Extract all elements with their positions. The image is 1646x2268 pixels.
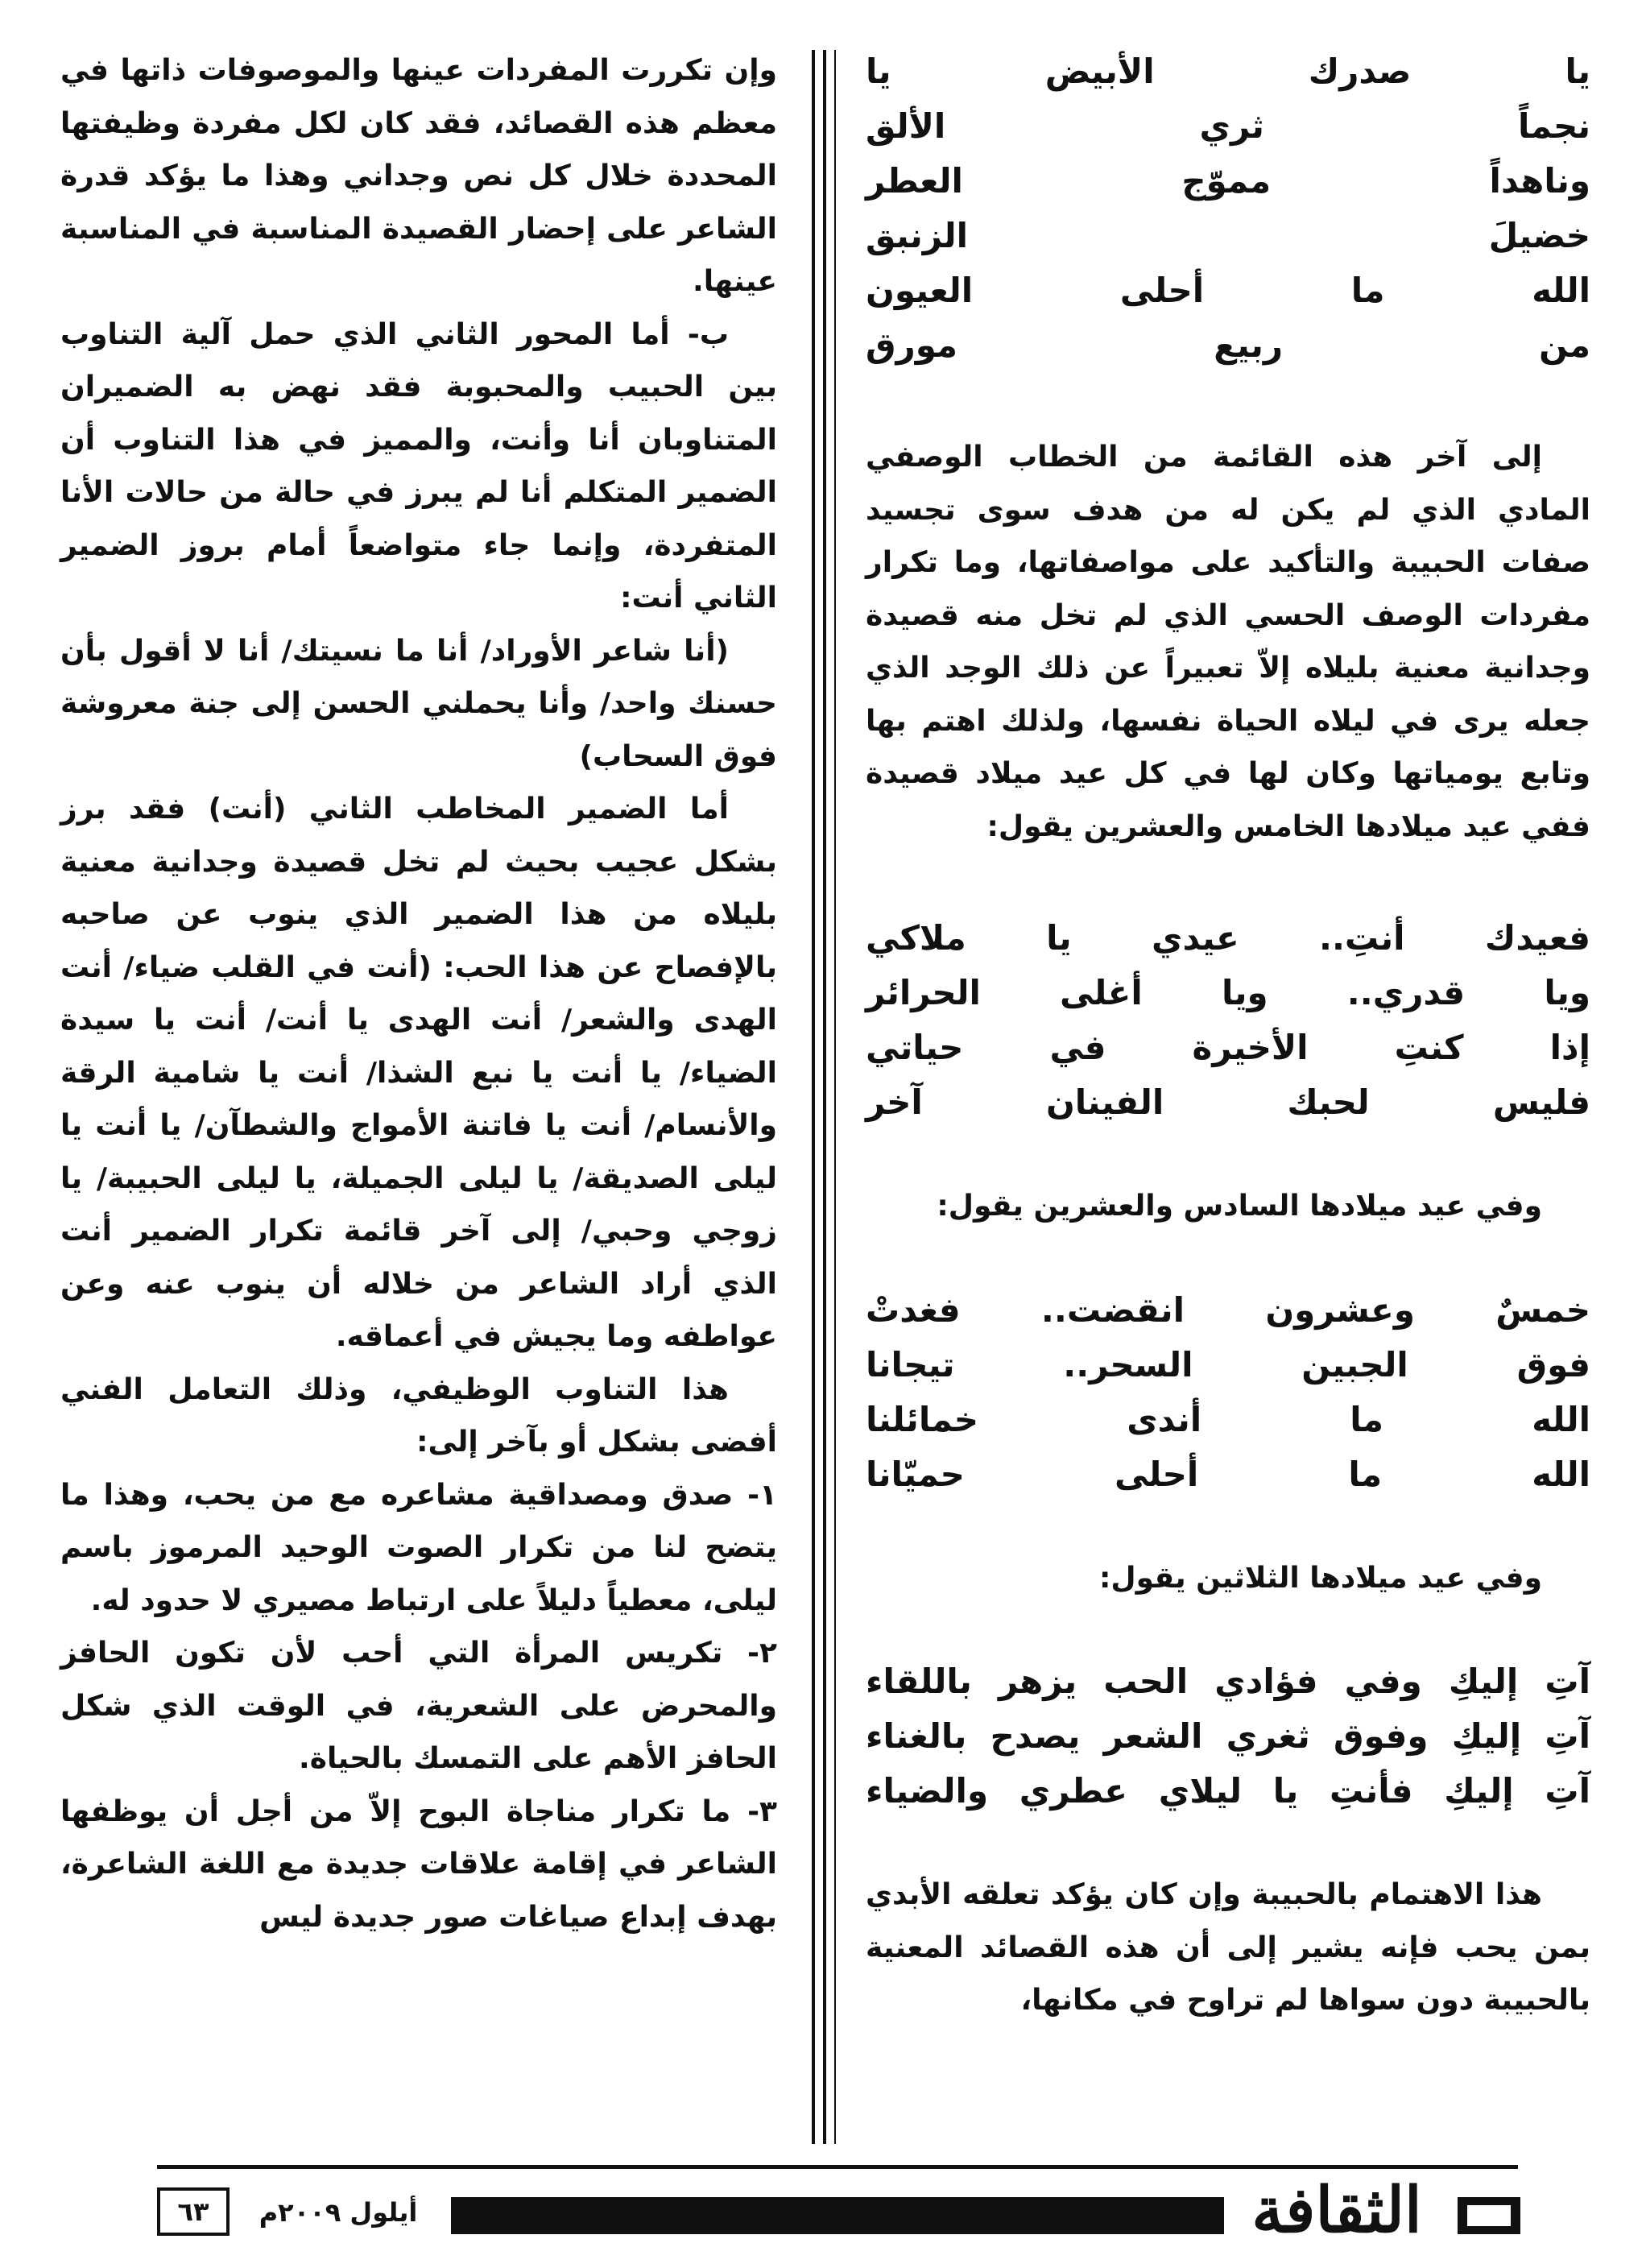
list-item-2: ٢- تكريس المرأة التي أحب لأن تكون الحافز والمحرض على الشعرية، في الوقت الذي شكل الحافز الأهم على التمسك بالحياة. [60,1637,777,1775]
paragraph-descriptive-discourse: إلى آخر هذه القائمة من الخطاب الوصفي المادي الذي لم يكن له من هدف سوى تجسيد صفات الحبيبة والتأكيد على مواصفاتها، وما تكرار مفردات الوصف الحسي الذي لم تخل منه قصيدة وجدانية معنية بليلاه إلاّ تعبيراً عن ذلك الوجد الذي جعله يرى في ليلاه الحياة نفسها، ولذلك اهتم بها وتابع يومياتها وكان لها في كل عيد ميلاد قصيدة ففي عيد ميلادها الخامس والعشرين يقول: [866,441,1590,843]
poem-25th-birthday [866,911,1590,1130]
column-divider [812,50,815,2144]
issue-date: أيلول ٢٠٠٩م [258,2197,418,2228]
list-item-1: ١- صدق ومصداقية مشاعره مع من يحب، وهذا ما يتضح لنا من تكرار الصوت الوحيد المرموز باسم ليلى، معطياً دليلاً على ارتباط مصيري لا حدود له. [60,1478,777,1617]
poem-line: ويا قدري.. ويا أغلى الحرائر [866,973,1590,1012]
poem-line: الله ما أندى خمائلنا [866,1399,1590,1439]
poem-line: من ربيع مورق [866,325,1590,365]
poem-line: فليس لحبك الفينان آخر [866,1082,1590,1122]
paragraph-functional-alternation: هذا التناوب الوظيفي، وذلك التعامل الفني أفضى بشكل أو بآخر إلى: [60,1372,777,1459]
magazine-masthead: الثقافة [1224,2175,1450,2247]
column-divider [823,50,826,2144]
poem-line: الله ما أحلى العيون [866,271,1590,310]
poem-line: نجماً ثري الألق [866,106,1590,146]
poem-line: فعيدك أنتِ.. عيدي يا ملاكي [866,918,1590,958]
list-item-3: ٣- ما تكرار مناجاة البوح إلاّ من أجل أن يوظفها الشاعر في إقامة علاقات جديدة مع اللغة الشاعرة، بهدف إبداع صياغات صور جديدة ليس [60,1794,777,1934]
footer-rule [157,2165,1518,2169]
column-divider [834,50,836,2144]
poem-line: خمسٌ وعشرون انقضت.. فغدتْ [866,1289,1590,1330]
poem-line: الله ما أحلى حميّانا [866,1454,1590,1494]
paragraph-repeated-vocabulary: وإن تكررت المفردات عينها والموصوفات ذاتها في معظم هذه القصائد، فقد كان لكل مفردة وظيفتها المحددة خلال كل نص وجداني وهذا ما يؤكد قدرة الشاعر على إحضار القصيدة المناسبة في المناسبة عينها. [60,54,777,298]
poem-30th-birthday [866,1654,1590,1819]
footer-bar-ornament [1458,2197,1520,2234]
footer-bar [451,2197,1256,2234]
paragraph-ana-quote: (أنا شاعر الأوراد/ أنا ما نسيتك/ أنا لا أقول بأن حسنك واحد/ وأنا يحملني الحسن إلى جنة معروشة فوق السحاب) [60,634,777,773]
paragraph-second-axis: ب- أما المحور الثاني الذي حمل آلية التناوب بين الحبيب والمحبوبة فقد نهض به الضميران المتناوبان أنا وأنت، والمميز في هذا التناوب أن الضمير المتكلم أنا لم يبرز في حالة من حالات الأنا المتفردة، وإنما جاء متواضعاً أمام بروز الضمير الثاني أنت: [60,317,777,615]
poem-line: إذا كنتِ الأخيرة في حياتي [866,1028,1590,1067]
right-column [866,44,1590,2027]
poem-line: وناهداً مموّج العطر [866,161,1590,201]
paragraph-30th-birthday-intro: وفي عيد ميلادها الثلاثين يقول: [1099,1561,1542,1595]
poem-line: يا صدرك الأبيض يا [866,52,1590,91]
left-column [60,44,777,1943]
poem-line: آتِ إليكِ وفوق ثغري الشعر يصدح بالغناء [866,1716,1590,1756]
poem-line: فوق الجبين السحر.. تيجانا [866,1344,1590,1384]
paragraph-anta-pronoun: أما الضمير المخاطب الثاني (أنت) فقد برز بشكل عجيب بحيث لم تخل قصيدة وجدانية معنية بليلاه من هذا الضمير الذي ينوب عن صاحبه بالإفصاح عن هذا الحب: (أنت في القلب ضياء/ أنت الهدى والشعر/ أنت الهدى يا أنت/ أنت يا سيدة الضياء/ يا أنت يا نبع الشذا/ أنت يا شامية الرقة والأنسام/ أنت يا فاتنة الأمواج والشطآن/ يا أنت يا ليلى الصديقة/ يا ليلى الجميلة، يا ليلى الحبيبة/ يا زوجي وحبي/ إلى آخر قائمة تكرار الضمير أنت الذي أراد الشاعر من خلاله أن ينوب عنه وعن عواطفه وما يجيش في أعماقه. [60,793,777,1353]
paragraph-beloved-attention: هذا الاهتمام بالحبيبة وإن كان يؤكد تعلقه الأبدي بمن يحب فإنه يشير إلى أن هذه القصائد المعنية بالحبيبة دون سواها لم تراوح في مكانها، [866,1878,1590,2017]
poem-line: خضيلَ الزنبق [866,216,1590,255]
poem-breast-verse [866,44,1590,373]
poem-line: آتِ إليكِ وفي فؤادي الحب يزهر باللقاء [866,1662,1590,1701]
poem-26th-birthday [866,1283,1590,1502]
poem-line: آتِ إليكِ فأنتِ يا ليلاي عطري والضياء [866,1771,1590,1811]
paragraph-26th-birthday-intro: وفي عيد ميلادها السادس والعشرين يقول: [937,1190,1542,1223]
page-number: ٦٣ [157,2187,230,2236]
